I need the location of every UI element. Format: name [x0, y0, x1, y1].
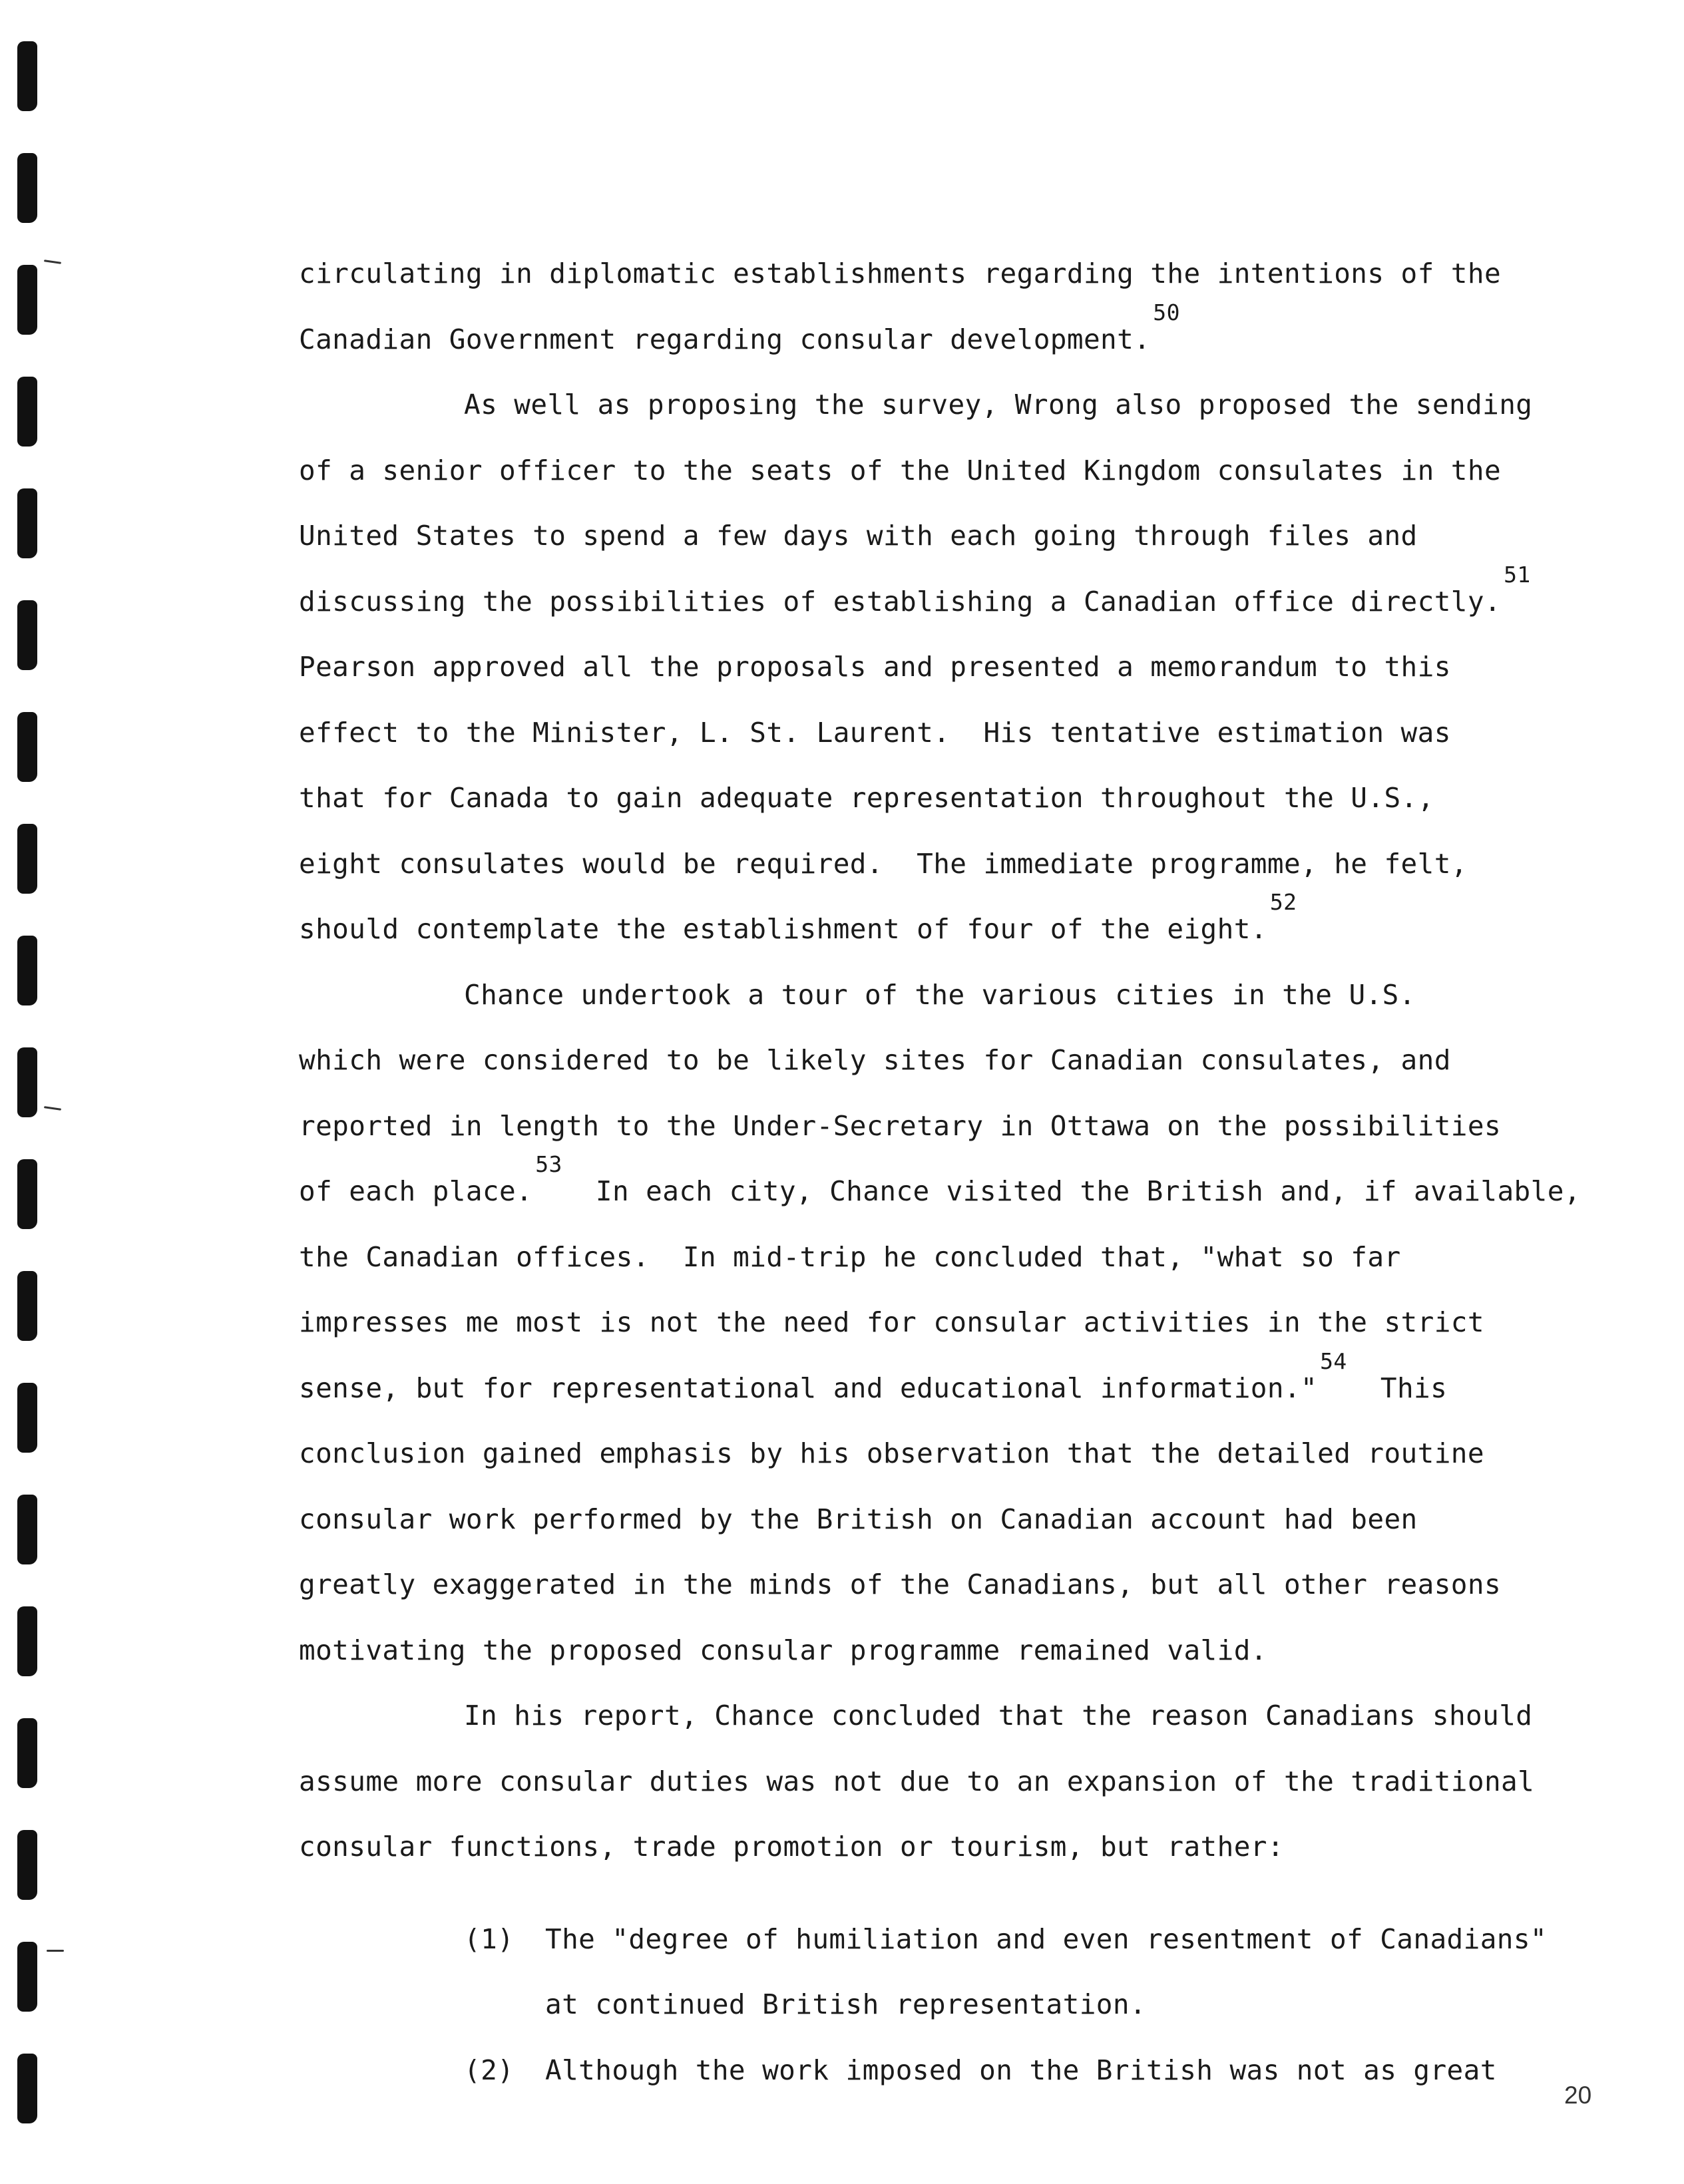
binding-hole-mark [17, 1159, 37, 1229]
list-line [299, 2038, 1564, 2103]
line-text: the Canadian offices. In mid-trip he concluded that, "what so far [299, 1240, 1401, 1273]
line-text: consular functions, trade promotion or tourism, but rather: [299, 1831, 1284, 1863]
binding-hole-mark [17, 1495, 37, 1564]
text-line [299, 1348, 1564, 1421]
list-line-text: The "degree of humiliation and even resentment of Canadians" [545, 1922, 1548, 1955]
text-line [299, 241, 1564, 307]
line-text: motivating the proposed consular programme remained valid. [299, 1634, 1267, 1666]
line-text: of each place. [299, 1175, 533, 1207]
text-line [299, 1749, 1564, 1815]
line-text: impresses me most is not the need for consular activities in the strict [299, 1306, 1484, 1338]
line-text: that for Canada to gain adequate representation throughout the U.S., [299, 782, 1434, 814]
text-line [299, 1151, 1581, 1224]
list-line-text: Although the work imposed on the British was not as great [545, 2054, 1497, 2086]
binding-hole-mark [17, 265, 37, 335]
line-text: of a senior officer to the seats of the United Kingdom consulates in the [299, 454, 1502, 486]
list-item [299, 1907, 1564, 2038]
line-text-continued: In each city, Chance visited the British and, if available, [562, 1175, 1581, 1207]
binding-hole-mark [17, 1271, 37, 1341]
list-line [299, 1907, 1564, 1972]
line-text: conclusion gained emphasis by his observation that the detailed routine [299, 1437, 1484, 1469]
binding-hole-mark [17, 41, 37, 111]
line-text: sense, but for representational and educational information." [299, 1371, 1318, 1404]
line-text: Canadian Government regarding consular development. [299, 323, 1151, 355]
binding-hole-mark [17, 488, 37, 558]
binding-hole-mark [17, 600, 37, 670]
text-line [299, 634, 1564, 700]
scan-tick-mark [47, 1950, 64, 1952]
line-text: In his report, Chance concluded that the reason Canadians should [464, 1700, 1533, 1731]
text-line [299, 962, 1564, 1028]
line-text: discussing the possibilities of establishing a Canadian office directly. [299, 585, 1502, 618]
list-spacer [299, 1880, 1564, 1907]
line-text-continued: This [1347, 1371, 1448, 1404]
line-text: Pearson approved all the proposals and presented a memorandum to this [299, 651, 1451, 683]
text-line [299, 1487, 1564, 1552]
text-line [299, 372, 1564, 438]
document-body [299, 241, 1581, 2103]
text-line [299, 700, 1564, 766]
list-number: (1) [464, 1922, 515, 1955]
line-text: circulating in diplomatic establishments regarding the intentions of the [299, 258, 1502, 289]
paragraph [299, 1683, 1564, 1880]
line-text: consular work performed by the British on Canadian account had been [299, 1503, 1418, 1535]
line-text: assume more consular duties was not due to an expansion of the traditional [299, 1765, 1535, 1797]
binding-hole-mark [17, 1606, 37, 1676]
text-line [299, 1027, 1564, 1093]
text-line [299, 1552, 1564, 1618]
list-number: (2) [464, 2054, 515, 2086]
text-line [299, 299, 1564, 373]
scan-tick-mark [44, 1106, 61, 1111]
line-text: As well as proposing the survey, Wrong also proposed the sending [464, 389, 1533, 421]
text-line [299, 831, 1564, 897]
text-line [299, 561, 1564, 635]
binding-marks [17, 0, 57, 2184]
binding-hole-mark [17, 712, 37, 782]
binding-hole-mark [17, 377, 37, 447]
binding-hole-mark [17, 1942, 37, 2012]
page-number: 20 [1564, 2082, 1592, 2109]
text-line [299, 889, 1564, 962]
line-text: United States to spend a few days with each going through files and [299, 520, 1418, 552]
text-line [299, 765, 1564, 831]
text-line [299, 1290, 1564, 1356]
text-line [299, 1224, 1564, 1290]
line-text: eight consulates would be required. The immediate programme, he felt, [299, 847, 1468, 880]
text-line [299, 1093, 1564, 1159]
paragraph [299, 372, 1564, 962]
footnote-reference: 52 [1269, 889, 1297, 915]
line-text: greatly exaggerated in the minds of the Canadians, but all other reasons [299, 1568, 1502, 1600]
text-line [299, 503, 1564, 569]
footnote-reference: 50 [1153, 299, 1180, 325]
text-line [299, 1683, 1564, 1749]
line-text: which were considered to be likely sites for Canadian consulates, and [299, 1044, 1451, 1076]
binding-hole-mark [17, 1047, 37, 1117]
line-text: should contemplate the establishment of four of the eight. [299, 913, 1267, 945]
text-line [299, 438, 1564, 504]
list-line-text: at continued British representation. [545, 1988, 1147, 2020]
line-text: reported in length to the Under-Secretary in Ottawa on the possibilities [299, 1109, 1502, 1142]
line-text: effect to the Minister, L. St. Laurent. His tentative estimation was [299, 716, 1451, 749]
line-text: Chance undertook a tour of the various cities in the U.S. [464, 978, 1416, 1011]
binding-hole-mark [17, 936, 37, 1005]
footnote-reference: 54 [1320, 1348, 1347, 1374]
binding-hole-mark [17, 1830, 37, 1900]
binding-hole-mark [17, 824, 37, 894]
footnote-reference: 51 [1504, 561, 1531, 588]
scan-tick-mark [44, 260, 61, 264]
footnote-reference: 53 [535, 1151, 562, 1177]
list-item [299, 2038, 1564, 2103]
text-line [299, 1814, 1564, 1880]
paragraph [299, 241, 1564, 372]
text-line [299, 1421, 1564, 1487]
text-line [299, 1618, 1564, 1684]
paragraph [299, 962, 1581, 1684]
binding-hole-mark [17, 153, 37, 223]
binding-hole-mark [17, 2054, 37, 2123]
binding-hole-mark [17, 1383, 37, 1453]
list-line [299, 1972, 1564, 2038]
binding-hole-mark [17, 1718, 37, 1788]
